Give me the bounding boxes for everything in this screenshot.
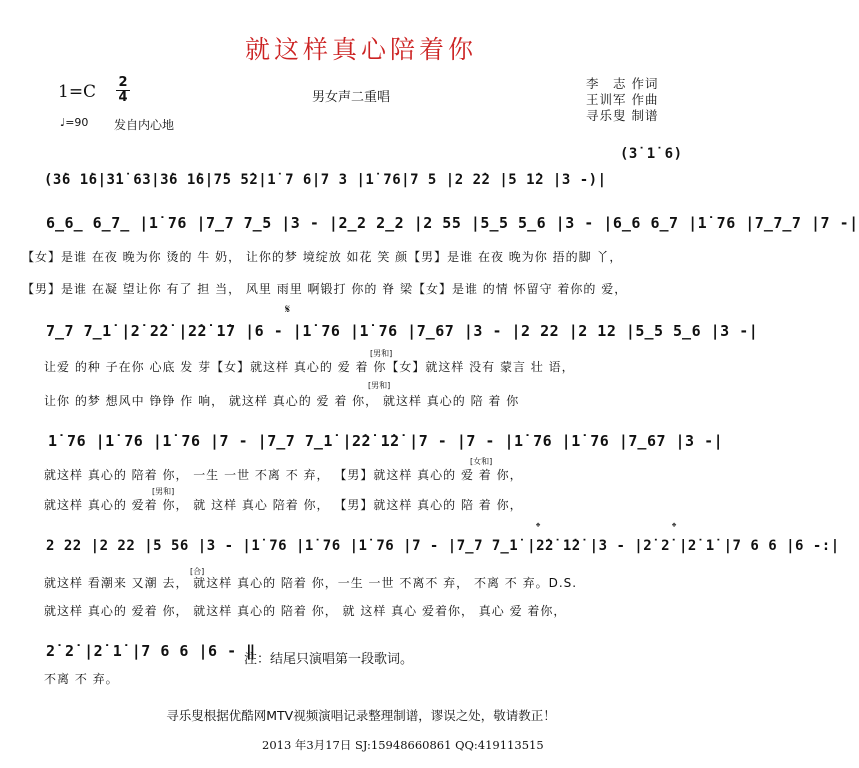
- page-title: 就这样真心陪着你: [244, 35, 477, 64]
- notation-row-coda: 2̇ 2̇ |2̇ 1̇ |7 6 6 |6 - ‖: [46, 642, 256, 660]
- credit-lyricist: 李 志 作词: [586, 76, 659, 91]
- voice-mark-duet: [男和]: [370, 349, 393, 358]
- notation-row-3: 1̇ 76 |1̇ 76 |1̇ 76 |7 - |7̲7 7̲1̇ |2̇2̇ 1̇2̇ |7 - |7 - |1̇ 76 |1̇ 76 |7̲67 |3 -|: [48, 432, 724, 450]
- notation-row-2: 7̲7 7̲1̇ |2̇ 2̇2̇ |2̇2̇ 1̇7 |6 - |1̇ 76 |1̇ 76 |7̲67 |3 - |2 22 |2 12 |5̲5 5̲6 |3 -|: [46, 322, 759, 340]
- lyrics-row-2-verse-2: 让你 的梦 想风中 铮铮 作 响， 就这样 真心的 爱 着 你， 就这样 真心的 陪 着 你: [44, 394, 520, 408]
- notation-row-1: 6̲6̲ 6̲7̲ |1̇ 76 |7̲7 7̲5 |3 - |2̲2 2̲2 |2 55 |5̲5 5̲6 |3 - |6̲6 6̲7 |1̇ 76 |7̲7̲7 |7 -|: [46, 214, 859, 232]
- credit-arranger: 寻乐叟 制谱: [586, 108, 659, 123]
- coda-icon-2: 𝄌: [672, 520, 677, 534]
- voice-mark-all: [合]: [190, 567, 205, 576]
- tempo-marking: ♩=90: [60, 116, 89, 129]
- lyrics-row-3-verse-2: 就这样 真心的 爱着 你， 就 这样 真心 陪着 你， 【男】就这样 真心的 陪 着 你，: [44, 498, 523, 512]
- subtitle: 男女声二重唱: [312, 90, 391, 105]
- lyrics-row-1-verse-1: 【女】是谁 在夜 晚为你 烫的 牛 奶， 让你的梦 境绽放 如花 笑 颜【男】是谁 在夜 晚为你 捂的脚 丫，: [22, 250, 623, 264]
- voice-mark-duet-2: [男和]: [368, 381, 391, 390]
- coda-icon: 𝄌: [536, 520, 541, 534]
- notation-row-intro: (3̇6 1̇6|3̇1̇ 63|3̇6 1̇6|7̇5 5̇2|1̇ 7 6|7 3 |1̇ 76|7 5 |2 2̇2 |5 1̇2 |3 -)|: [44, 172, 607, 188]
- footer-date-contact: 2013 年3月17日 SJ:15948660861 QQ:419113515: [262, 738, 544, 752]
- notation-row-4: 2 22 |2 22 |5 56 |3 - |1̇ 76 |1̇ 76 |1̇ 76 |7 - |7̲7 7̲1̇ |2̇2̇ 1̇2̇ |3 - |2̇ 2̇ |2̇ 1̇ |7 6 6 |6 -:|: [46, 538, 840, 554]
- lyrics-row-4-verse-1: 就这样 看潮来 又潮 去， 就这样 真心的 陪着 你，一生 一世 不离不 弃， 不离 不 弃。D.S.: [44, 576, 578, 590]
- credit-composer: 王训军 作曲: [586, 92, 659, 107]
- lyrics-row-1-verse-2: 【男】是谁 在凝 望让你 有了 担 当， 风里 雨里 啊锻打 你的 脊 梁【女】是谁 的情 怀留守 着你的 爱，: [22, 282, 628, 296]
- key-signature: 1=C: [58, 82, 97, 102]
- voice-mark-female-duet: [女和]: [470, 457, 493, 466]
- time-signature-top: 2: [118, 75, 128, 90]
- time-signature-bottom: 4: [116, 90, 130, 105]
- footer-note: 寻乐叟根据优酷网MTV视频演唱记录整理制谱，谬误之处，敬请教正！: [166, 708, 556, 723]
- segno-icon: 𝄋: [285, 302, 291, 316]
- lyrics-row-4-verse-2: 就这样 真心的 爱着 你， 就这样 真心的 陪着 你， 就 这样 真心 爱着你， 真心 爱 着你，: [44, 604, 567, 618]
- lyrics-row-3-verse-1: 就这样 真心的 陪着 你， 一生 一世 不离 不 弃， 【男】就这样 真心的 爱 着 你，: [44, 468, 523, 482]
- intro-pickup: (3̇ 1̇ 6): [620, 146, 683, 162]
- ending-note: 注：结尾只演唱第一段歌词。: [244, 652, 414, 667]
- time-signature: [116, 76, 130, 105]
- voice-mark-duet-3: [男和]: [152, 487, 175, 496]
- lyrics-row-2-verse-1: 让爱 的种 子在你 心底 发 芽【女】就这样 真心的 爱 着 你【女】就这样 没有 蒙言 壮 语，: [44, 360, 575, 374]
- expression-marking: 发自内心地: [114, 118, 175, 132]
- lyrics-row-coda: 不离 不 弃。: [44, 672, 119, 686]
